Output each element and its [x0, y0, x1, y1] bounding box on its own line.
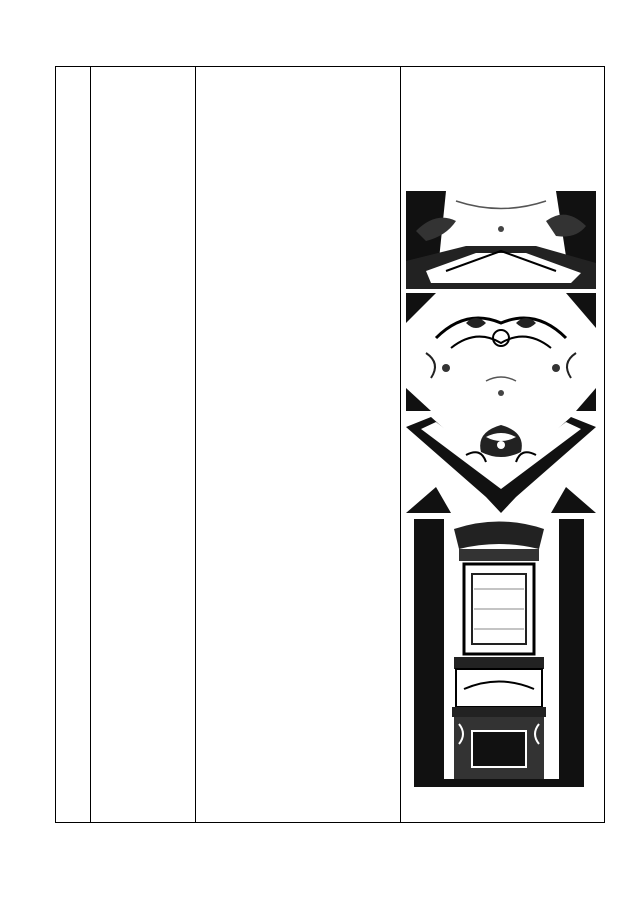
ceiling-photo-1: [406, 191, 596, 289]
column-divider-2: [195, 67, 196, 822]
column-divider-3: [400, 67, 401, 822]
ceiling-rosette-photo: [406, 293, 596, 411]
document-table: [55, 66, 605, 823]
column-divider-1: [90, 67, 91, 822]
ceiling-corner-rosette-photo: [406, 417, 596, 513]
stove-photo: [414, 519, 584, 787]
